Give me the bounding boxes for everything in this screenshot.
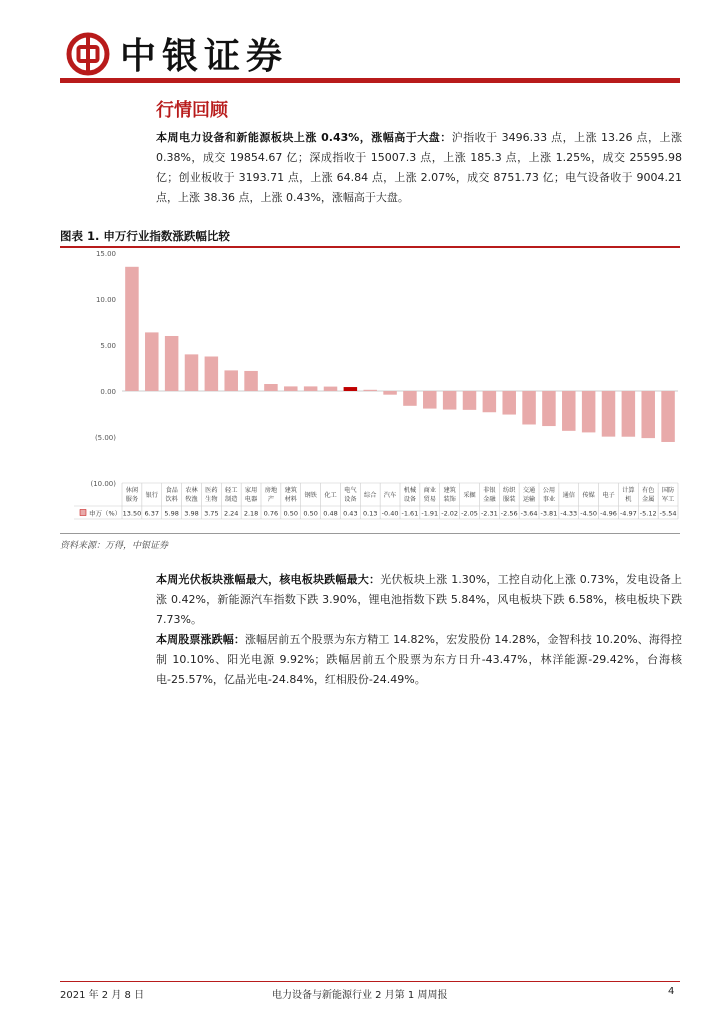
bar [582, 391, 596, 432]
category-label: 传媒 [582, 492, 595, 499]
value-label: -4.96 [600, 509, 617, 518]
logo-text: 中银证券 [120, 35, 289, 77]
bar [264, 384, 278, 391]
paragraph-lead: 本周电力设备和新能源板块上涨 0.43%，涨幅高于大盘： [156, 131, 452, 144]
value-label: -3.64 [520, 509, 538, 518]
value-label: 0.76 [263, 509, 279, 518]
value-label: -3.81 [540, 509, 558, 518]
paragraph-lead: 本周股票涨跌幅： [156, 633, 245, 646]
value-label: 0.43 [343, 509, 358, 518]
value-label: 13.50 [122, 509, 142, 518]
bar [125, 267, 139, 391]
category-label: 休闲服务 [125, 487, 139, 503]
bar [542, 391, 556, 426]
bar [661, 391, 675, 442]
report-title: 电力设备与新能源行业 2 月第 1 周周报 [272, 990, 448, 1001]
legend-label: 申万（%） [89, 509, 122, 518]
industry-index-bar-chart [60, 246, 680, 533]
figure-source: 资料来源：万得，中银证券 [60, 541, 169, 551]
y-tick-label: 10.00 [95, 296, 116, 304]
value-label: 3.98 [184, 509, 199, 518]
value-label: 0.50 [303, 509, 318, 518]
figure-bottom-rule [60, 533, 680, 534]
report-date: 2021 年 2 月 8 日 [60, 990, 145, 1001]
value-label: -5.54 [659, 509, 677, 518]
category-label: 交通运输 [522, 487, 536, 503]
bar [185, 354, 199, 391]
category-label: 纺织服装 [503, 487, 516, 503]
bar [284, 386, 298, 391]
paragraph-body: 光伏板块上涨 1.30%，工控自动化上涨 0.73%，发电设备上涨 0.42%，新能源汽车指数下跌 3.90%，锂电池指数下跌 5.84%，风电板块下跌 6.58%，核电板块下跌 7.73%。 [156, 573, 683, 626]
y-tick-label: 15.00 [95, 250, 116, 258]
bar [403, 391, 417, 406]
category-label: 化工 [324, 492, 337, 499]
value-label: -2.31 [480, 509, 498, 518]
value-label: -2.02 [441, 509, 459, 518]
value-label: 5.98 [164, 509, 179, 518]
category-label: 钢铁 [304, 492, 317, 499]
paragraph-lead: 本周光伏板块涨幅最大，核电板块跌幅最大： [156, 573, 381, 586]
category-label: 电气设备 [344, 487, 357, 503]
category-label: 商业贸易 [423, 487, 436, 503]
bank-of-china-logo-icon [66, 32, 110, 76]
bar [324, 387, 338, 391]
bar [443, 391, 457, 410]
company-logo [66, 28, 288, 79]
value-label: 2.24 [223, 509, 239, 518]
bar [463, 391, 477, 410]
value-label: 0.50 [283, 509, 299, 518]
legend-swatch [80, 510, 86, 516]
bar [363, 390, 377, 391]
bar [483, 391, 497, 412]
bar [423, 391, 437, 409]
category-label: 汽车 [383, 492, 397, 499]
bar [641, 391, 655, 438]
category-label: 家用电器 [244, 487, 258, 503]
value-label: 0.13 [362, 509, 378, 518]
value-label: -4.50 [580, 509, 598, 518]
category-label: 通信 [562, 492, 575, 499]
value-label: -1.91 [421, 509, 439, 518]
value-label: -4.97 [619, 509, 637, 518]
value-label: 2.18 [243, 509, 259, 518]
bar [602, 391, 616, 437]
value-label: 3.75 [204, 509, 219, 518]
value-label: -1.61 [401, 509, 419, 518]
category-label: 建筑材料 [284, 487, 297, 503]
bar [145, 332, 159, 391]
category-label: 有色金属 [642, 487, 655, 503]
paragraph-body: 沪指收于 3496.33 点，上涨 13.26 点，上涨 0.38%，成交 19854.67 亿；深成指收于 15007.3 点，上涨 185.3 点，上涨 1.25%，成交 25595.98 亿；创业板收于 3193.71 点，上涨 64.84 点，上涨 2.07%，成交 8751.73 亿；电气设备收于 9004.21 点，上涨 38.36 点，上涨 0.43%，涨幅高于大盘。 [156, 131, 682, 204]
category-label: 采掘 [463, 492, 476, 499]
bar [383, 391, 397, 395]
market-review-paragraph [156, 128, 682, 208]
header-rule [60, 78, 680, 83]
category-label: 轻工制造 [225, 487, 238, 503]
figure-title: 图表 1. 申万行业指数涨跌幅比较 [60, 229, 230, 243]
value-label: -2.56 [500, 509, 518, 518]
paragraph-body: 涨幅居前五个股票为东方精工 14.82%，宏发股份 14.28%，金智科技 10.20%、海得控制 10.10%、阳光电源 9.92%；跌幅居前五个股票为东方日升-43.47%，林洋能源-29.42%，台海核电-25.57%，亿晶光电-24.84%，红相股份-24.49%。 [156, 633, 682, 686]
category-label: 非银金融 [483, 487, 496, 503]
category-label: 电子 [602, 492, 615, 499]
bar [205, 357, 219, 392]
bar [304, 386, 318, 391]
bar [622, 391, 636, 437]
bar [165, 336, 179, 391]
y-tick-label: (5.00) [94, 434, 116, 442]
category-label: 计算机 [622, 487, 635, 503]
y-tick-label: 0.00 [100, 388, 116, 396]
category-label: 银行 [145, 492, 158, 499]
page-number: 4 [668, 986, 675, 997]
stock-performance-paragraph [156, 630, 682, 690]
category-label: 国防军工 [661, 487, 675, 503]
bar [244, 371, 258, 391]
value-label: 0.48 [323, 509, 338, 518]
category-label: 医药生物 [205, 487, 218, 503]
value-label: -2.05 [461, 509, 478, 518]
category-label: 食品饮料 [165, 487, 178, 503]
sector-performance-paragraph [156, 570, 682, 630]
category-label: 机械设备 [403, 487, 417, 503]
value-label: -0.40 [381, 509, 399, 518]
bar [344, 387, 358, 391]
value-label: -5.12 [639, 509, 657, 518]
footer-rule [60, 981, 680, 982]
y-tick-label: 5.00 [100, 342, 116, 350]
category-label: 综合 [364, 492, 377, 499]
bar [522, 391, 536, 424]
value-label: -4.33 [560, 509, 578, 518]
category-label: 建筑装饰 [443, 487, 456, 503]
category-label: 公用事业 [542, 487, 556, 503]
section-title: 行情回顾 [156, 100, 228, 121]
bar [502, 391, 516, 415]
bar [562, 391, 576, 431]
bar [224, 370, 238, 391]
category-label: 农林牧渔 [185, 487, 198, 503]
value-label: 6.37 [144, 509, 160, 518]
y-tick-label: (10.00) [90, 480, 116, 488]
category-label: 房地产 [264, 487, 278, 503]
